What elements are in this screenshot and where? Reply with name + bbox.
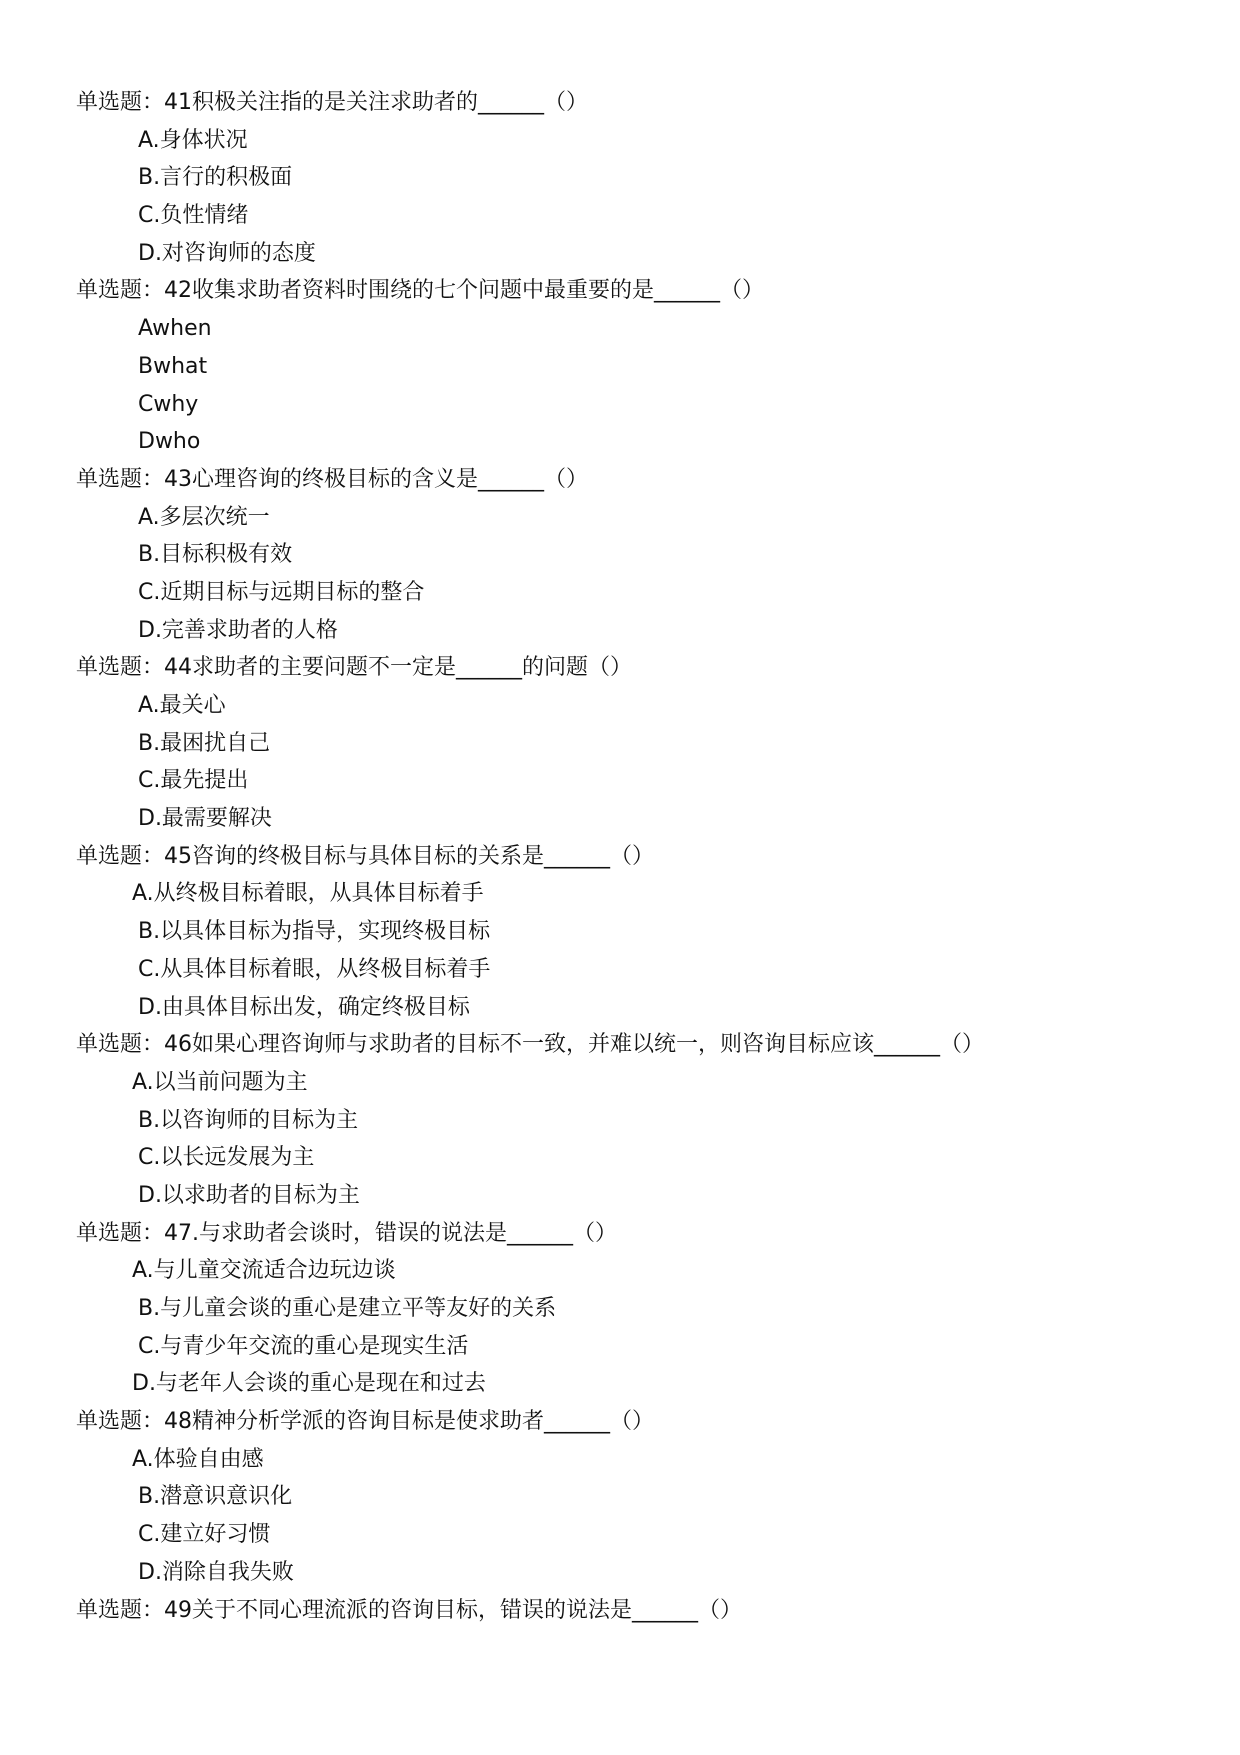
option-47-c: C.与青少年交流的重心是现实生活 — [138, 1333, 469, 1359]
question-list — [76, 84, 1196, 1629]
question-49: 单选题：49关于不同心理流派的咨询目标，错误的说法是______（） — [76, 1597, 742, 1623]
option-48-a: A.体验自由感 — [132, 1446, 264, 1472]
question-41: 单选题：41积极关注指的是关注求助者的______（） — [76, 90, 588, 115]
question-45: 单选题：45咨询的终极目标与具体目标的关系是______（） — [76, 843, 654, 869]
option-42-a: Awhen — [138, 316, 212, 342]
option-42-b: Bwhat — [138, 353, 208, 379]
option-45-c: C.从具体目标着眼，从终极目标着手 — [138, 956, 491, 982]
option-45-a: A.从终极目标着眼，从具体目标着手 — [132, 881, 484, 907]
option-43-d: D.完善求助者的人格 — [138, 617, 338, 643]
option-47-a: A.与儿童交流适合边玩边谈 — [132, 1258, 396, 1284]
option-43-b: B.目标积极有效 — [138, 542, 293, 568]
option-41-b: B.言行的积极面 — [138, 165, 293, 191]
option-46-b: B.以咨询师的目标为主 — [138, 1107, 359, 1133]
option-46-d: D.以求助者的目标为主 — [138, 1182, 360, 1208]
option-48-d: D.消除自我失败 — [138, 1559, 294, 1585]
option-47-b: B.与儿童会谈的重心是建立平等友好的关系 — [138, 1296, 557, 1321]
question-44: 单选题：44求助者的主要问题不一定是______的问题（） — [76, 655, 632, 681]
option-47-d: D.与老年人会谈的重心是现在和过去 — [132, 1371, 486, 1397]
option-44-b: B.最困扰自己 — [138, 730, 271, 756]
option-48-c: C.建立好习惯 — [138, 1522, 271, 1548]
option-46-a: A.以当前问题为主 — [132, 1069, 308, 1095]
question-42: 单选题：42收集求助者资料时围绕的七个问题中最重要的是______（） — [76, 278, 764, 304]
option-48-b: B.潜意识意识化 — [138, 1484, 293, 1510]
question-48: 单选题：48精神分析学派的咨询目标是使求助者______（） — [76, 1409, 654, 1435]
option-46-c: C.以长远发展为主 — [138, 1145, 315, 1171]
option-42-c: Cwhy — [138, 391, 199, 417]
question-43: 单选题：43心理咨询的终极目标的含义是______（） — [76, 466, 588, 492]
option-41-d: D.对咨询师的态度 — [138, 240, 316, 266]
option-44-a: A.最关心 — [138, 693, 226, 718]
question-46: 单选题：46如果心理咨询师与求助者的目标不一致，并难以统一，则咨询目标应该______（） — [76, 1032, 984, 1058]
question-47: 单选题：47.与求助者会谈时，错误的说法是______（） — [76, 1220, 617, 1246]
option-42-d: Dwho — [138, 429, 201, 455]
option-41-a: A.身体状况 — [138, 127, 248, 153]
option-45-b: B.以具体目标为指导，实现终极目标 — [138, 919, 491, 945]
option-44-d: D.最需要解决 — [138, 806, 272, 832]
option-41-c: C.负性情绪 — [138, 203, 249, 229]
option-43-a: A.多层次统一 — [138, 504, 270, 530]
option-45-d: D.由具体目标出发，确定终极目标 — [138, 994, 470, 1020]
option-43-c: C.近期目标与远期目标的整合 — [138, 579, 425, 605]
option-44-c: C.最先提出 — [138, 768, 249, 794]
